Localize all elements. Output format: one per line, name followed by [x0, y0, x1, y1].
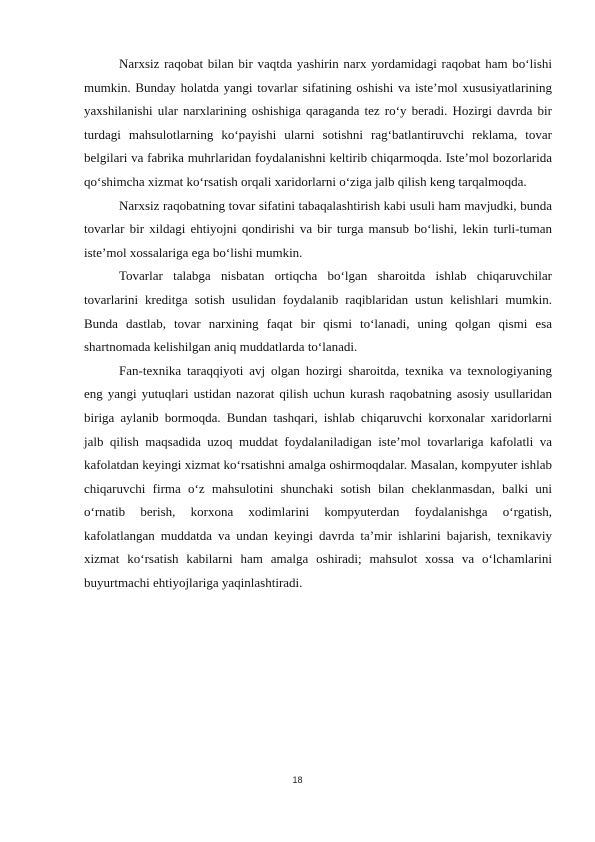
document-body	[84, 52, 552, 595]
paragraph-credit-sales: Tovarlar talabga nisbatan ortiqcha bo‘lgan sharoitda ishlab chiqaruvchilar tovarlarini kreditga sotish usulidan foydalanib raqiblaridan ustun kelishlari mumkin. Bunda dastlab, tovar narxining faqat bir qismi to‘lanadi, uning qolgan qismi esa shartnomada kelishilgan aniq muddatlarda to‘lanadi.	[84, 268, 552, 355]
paragraph-technology-service: Fan-texnika taraqqiyoti avj olgan hozirgi sharoitda, texnika va texnologiyaning eng yangi yutuqlari ustidan nazorat qilish uchun kurash raqobatning asosiy usullaridan biriga aylanib bormoqda. Bundan tashqari, ishlab chiqaruvchi korxonalar xaridorlarni jalb qilish maqsadida uzoq muddat foydalaniladigan iste’mol tovarlariga kafolatli va kafolatdan keyingi xizmat ko‘rsatishni amalga oshirmoqdalar. Masalan, kompyuter ishlab chiqaruvchi firma o‘z mahsulotini shunchaki sotish bilan cheklanmasdan, balki uni o‘rnatib berish, korxona xodimlarini kompyuterdan foydalanishga o‘rgatish, kafolatlangan muddatda va undan keyingi davrda ta’mir ishlarini bajarish, texnikaviy xizmat ko‘rsatish kabilarni ham amalga oshiradi; mahsulot xossa va o‘lchamlarini buyurtmachi ehtiyojlariga yaqinlashtiradi.	[84, 362, 552, 591]
page-number: 18	[292, 775, 303, 785]
paragraph-non-price-hidden-competition: Narxsiz raqobat bilan bir vaqtda yashirin narx yordamidagi raqobat ham bo‘lishi mumkin. Bunday holatda yangi tovarlar sifatining oshishi va iste’mol xususiyatlarining yaxshilanishi ular narxlarining oshishiga qaraganda tez ro‘y beradi. Hozirgi davrda bir turdagi mahsulotlarning ko‘payishi ularni sotishni rag‘batlantiruvchi reklama, tovar belgilari va fabrika muhrlaridan foydalanishni keltirib chiqarmoqda. Iste’mol bozorlarida qo‘shimcha xizmat ko‘rsatish orqali xaridorlarni o‘ziga jalb qilish keng tarqalmoqda.	[84, 56, 552, 189]
paragraph-quality-differentiation: Narxsiz raqobatning tovar sifatini tabaqalashtirish kabi usuli ham mavjudki, bunda tovarlar bir xildagi ehtiyojni qondirishi va bir turga mansub bo‘lishi, lekin turli-tuman iste’mol xossalariga ega bo‘lishi mumkin.	[84, 197, 552, 260]
